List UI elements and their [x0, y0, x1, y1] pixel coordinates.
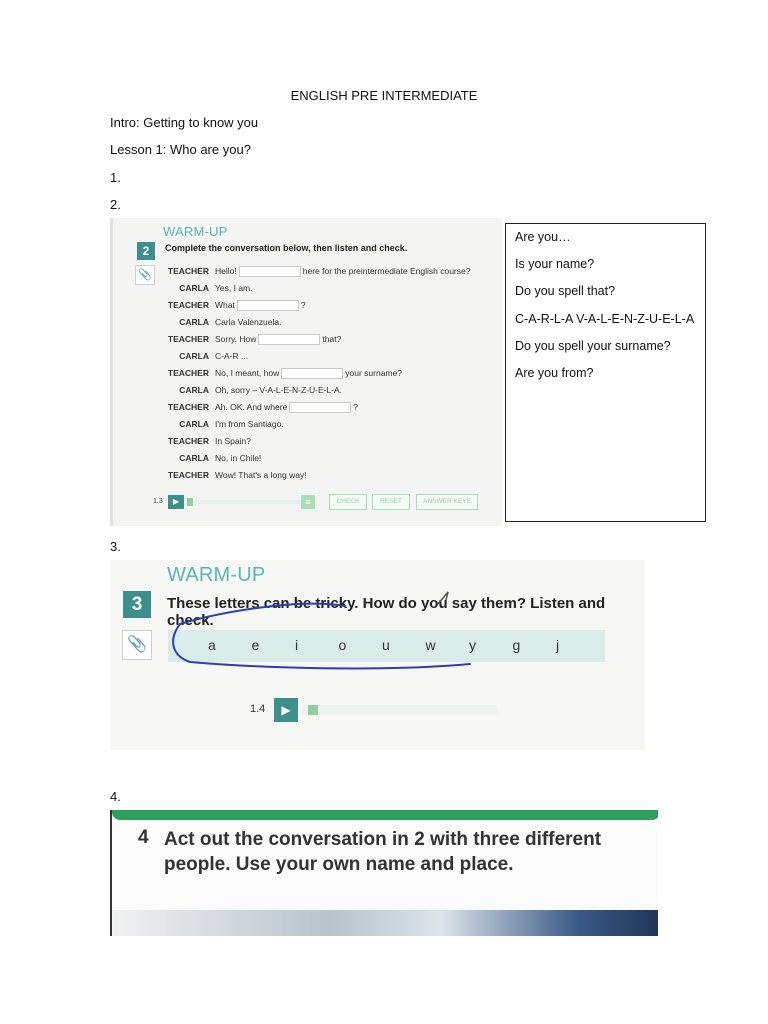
dialogue-text: Yes, I am.	[215, 283, 253, 293]
notes-line: Is your name?	[515, 257, 595, 271]
dialogue-line	[137, 453, 497, 467]
check-button[interactable]: CHECK	[329, 494, 367, 510]
dialogue-text: Oh, sorry – V-A-L-E-N-Z-U-E-L-A.	[215, 385, 343, 395]
audio-progress-bar[interactable]	[187, 500, 305, 504]
document-title: ENGLISH PRE INTERMEDIATE	[290, 88, 478, 103]
dialogue-text: In Spain?	[215, 436, 251, 446]
dialogue-text: What	[215, 300, 235, 310]
speaker-label: CARLA	[179, 453, 209, 463]
letter-item: w	[425, 637, 436, 653]
dialogue-line	[137, 385, 497, 399]
answer-gap-input[interactable]	[239, 266, 301, 277]
warmup-title: WARM-UP	[163, 224, 228, 239]
answer-gap-input[interactable]	[289, 402, 351, 413]
dialogue-line	[137, 436, 497, 450]
dialogue-line	[137, 300, 497, 314]
dialogue-line	[137, 470, 497, 484]
speaker-label: CARLA	[179, 283, 209, 293]
speaker-label: CARLA	[179, 317, 209, 327]
letter-item: e	[251, 637, 260, 653]
dialogue-line	[137, 419, 497, 433]
paperclip-icon[interactable]: 📎	[122, 630, 152, 660]
item-number-2: 2.	[110, 197, 121, 212]
list-icon[interactable]: ≡	[301, 495, 315, 509]
photo	[112, 910, 658, 936]
dialogue-text: No, in Chile!	[215, 453, 262, 463]
speaker-label: TEACHER	[167, 436, 209, 446]
speaker-label: CARLA	[179, 419, 209, 429]
exercise-instruction: These letters can be tricky. How do you say them? Listen and check.	[167, 595, 606, 629]
answer-gap-input[interactable]	[258, 334, 320, 345]
exercise-instruction: Act out the conversation in 2 with three different people. Use your own name and place.	[164, 829, 602, 875]
dialogue-text: ?	[300, 300, 306, 310]
notes-box	[505, 223, 706, 522]
dialogue-line	[137, 351, 497, 365]
exercise-number: 4	[138, 827, 149, 848]
audio-player	[153, 495, 313, 509]
audio-progress-bar[interactable]	[302, 705, 498, 715]
exercise-instruction: Complete the conversation below, then listen and check.	[165, 243, 408, 253]
dialogue-text: Hello!	[215, 266, 237, 276]
exercise-2-panel	[110, 218, 502, 526]
exercise-number-badge: 3	[123, 591, 151, 618]
dialogue-line	[137, 283, 497, 297]
item-number-3: 3.	[110, 539, 121, 554]
intro-heading: Intro: Getting to know you	[110, 115, 259, 130]
dialogue-line	[137, 334, 497, 348]
letters-strip	[168, 630, 605, 662]
dialogue-text: Sorry. How	[215, 334, 257, 344]
header-band	[112, 810, 658, 820]
speaker-label: TEACHER	[167, 266, 209, 276]
lesson-heading: Lesson 1: Who are you?	[110, 142, 251, 157]
dialogue-text: No, I meant, how	[215, 368, 280, 378]
warmup-title: WARM-UP	[167, 564, 266, 586]
notes-line: C-A-R-L-A V-A-L-E-N-Z-U-E-L-A	[515, 312, 695, 326]
track-number: 1.3	[153, 498, 163, 505]
letter-item: y	[469, 637, 476, 653]
notes-line: Do you spell that?	[515, 284, 616, 298]
dialogue-line	[137, 266, 497, 280]
letter-item: o	[338, 637, 347, 653]
answer-gap-input[interactable]	[281, 368, 343, 379]
letter-item: i	[295, 637, 299, 653]
letter-item: g	[512, 637, 521, 653]
dialogue-text: ?	[353, 402, 359, 412]
track-number: 1.4	[250, 703, 266, 715]
speaker-label: TEACHER	[167, 368, 209, 378]
dialogue-line	[137, 317, 497, 331]
dialogue-text: that?	[322, 334, 342, 344]
exercise-4-panel	[110, 810, 658, 936]
letter-item: a	[208, 637, 216, 653]
letter-item: u	[382, 637, 390, 653]
speaker-label: CARLA	[179, 351, 209, 361]
notes-line: Are you…	[515, 230, 571, 244]
speaker-label: CARLA	[179, 385, 209, 395]
paperclip-icon[interactable]: 📎	[135, 265, 155, 285]
speaker-label: TEACHER	[167, 470, 209, 480]
exercise-number-badge: 2	[137, 242, 155, 260]
dialogue-text: Carla Valenzuela.	[215, 317, 282, 327]
dialogue-text: Ah. OK. And where	[215, 402, 288, 412]
notes-line: Do you spell your surname?	[515, 339, 671, 353]
dialogue-text: I'm from Santiago.	[215, 419, 284, 429]
exercise-3-panel	[110, 560, 645, 750]
dialogue-text: Wow! That's a long way!	[215, 470, 307, 480]
notes-line: Are you from?	[515, 366, 594, 380]
item-number-4: 4.	[110, 789, 121, 804]
audio-progress-knob[interactable]	[187, 498, 193, 506]
dialogue-line	[137, 368, 497, 382]
dialogue-line	[137, 402, 497, 416]
audio-progress-knob[interactable]	[308, 705, 318, 715]
letter-item: j	[556, 637, 560, 653]
speaker-label: TEACHER	[167, 402, 209, 412]
dialogue-text: C-A-R ...	[215, 351, 249, 361]
play-icon[interactable]: ▶	[168, 495, 184, 509]
item-number-1: 1.	[110, 170, 121, 185]
speaker-label: TEACHER	[167, 334, 209, 344]
dialogue-text: here for the preintermediate English course?	[302, 266, 471, 276]
reset-button[interactable]: RESET	[372, 494, 410, 510]
dialogue-text: your surname?	[345, 368, 402, 378]
answer-gap-input[interactable]	[237, 300, 299, 311]
answer-keys-button[interactable]: ANSWER KEYS	[416, 494, 478, 510]
audio-player	[250, 698, 500, 722]
play-icon[interactable]: ▶	[274, 698, 298, 722]
speaker-label: TEACHER	[167, 300, 209, 310]
